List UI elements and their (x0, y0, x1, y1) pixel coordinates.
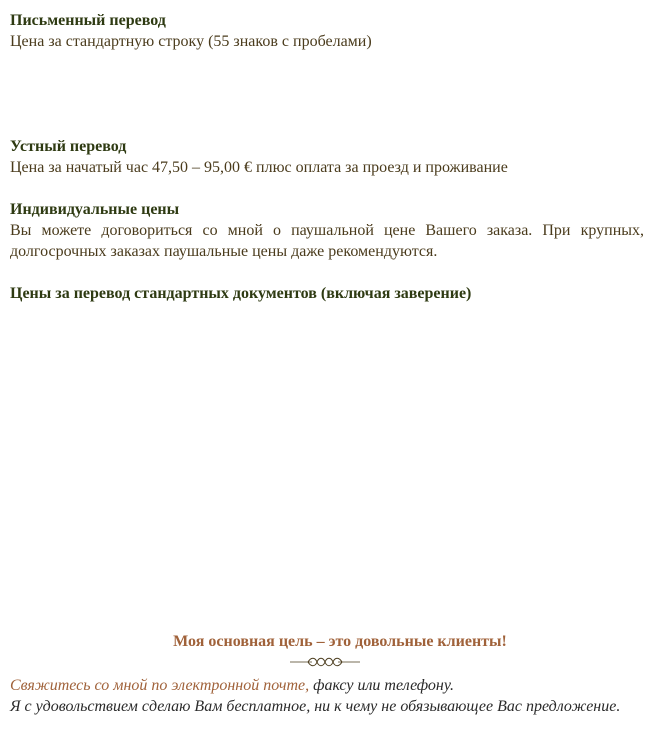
oral-translation-heading: Устный перевод (10, 138, 127, 155)
oral-translation-price-text: Цена за начатый час 47,50 – 95,00 € плюс оплата за проезд и проживание (10, 159, 508, 176)
individual-prices-text: Вы можете договориться со мной о паушальной цене Вашего заказа. При крупных, долгосрочных заказах паушальные цены даже рекомендуются. (10, 222, 644, 260)
contact-paragraph (10, 675, 644, 717)
flourish-divider-icon (290, 655, 360, 669)
standard-documents-section (10, 283, 644, 304)
free-offer-text: Я с удовольствием сделаю Вам бесплатное, ни к чему не обязывающее Вас предложение. (10, 698, 621, 715)
individual-prices-heading: Индивидуальные цены (10, 201, 180, 218)
written-translation-price-text: Цена за стандартную строку (55 знаков с пробелами) (10, 33, 372, 50)
written-translation-section (10, 10, 644, 52)
individual-prices-section (10, 199, 644, 262)
written-translation-heading: Письменный перевод (10, 12, 166, 29)
footer-slogan: Моя основная цель – это довольные клиенты! (173, 633, 507, 650)
contact-rest-text: факсу или телефону. (309, 677, 454, 694)
oral-translation-section (10, 136, 644, 178)
email-contact-link[interactable]: Свяжитесь со мной по электронной почте, (10, 677, 310, 694)
standard-documents-heading: Цены за перевод стандартных документов (включая заверение) (10, 285, 472, 302)
